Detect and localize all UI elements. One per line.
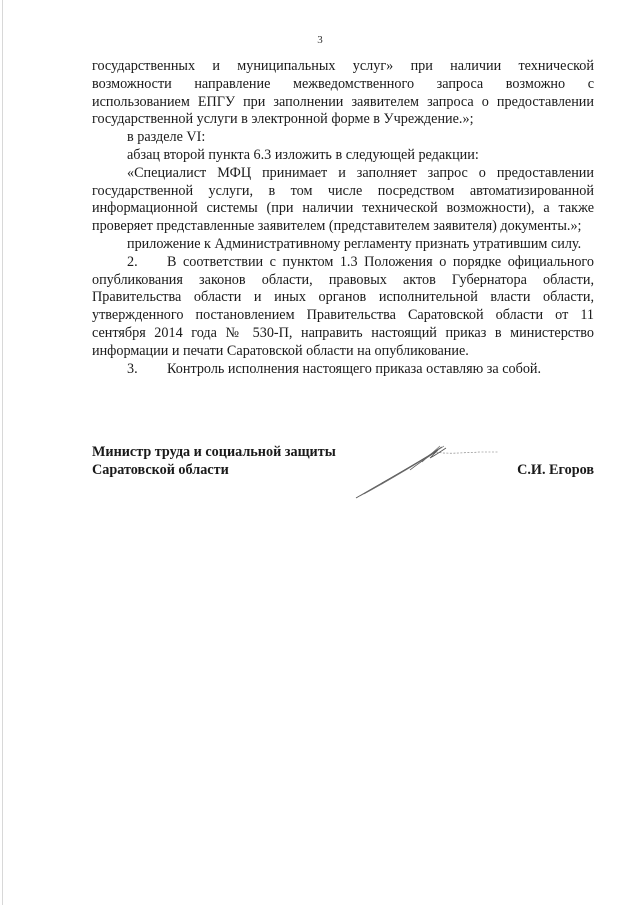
paragraph-continuation: государственных и муниципальных услуг» при наличии технической возможности направление межведомственного запроса возможно с использованием ЕПГУ при заполнении заявителем запроса о предоставлении государственной услуги в электронной форме в Учреждение.»; — [92, 58, 594, 128]
scan-edge — [2, 0, 3, 905]
numbered-item-2 — [92, 254, 594, 361]
numbered-item-3 — [92, 361, 594, 379]
paragraph-clause-6-3: абзац второй пункта 6.3 изложить в следующей редакции: — [127, 146, 479, 163]
handwritten-signature — [350, 440, 500, 505]
page-number: 3 — [317, 34, 323, 46]
item-number: 3. — [127, 360, 138, 377]
document-body — [92, 58, 594, 378]
paragraph-mfc-specialist: «Специалист МФЦ принимает и заполняет запрос о предоставлении государственной услуги, в том числе посредством автоматизированной информационной системы (при наличии технической возможности), а также проверяет представленные заявителем (представителем заявителя) документы.»; — [92, 164, 594, 235]
item-number: 2. — [127, 253, 138, 270]
paragraph-appendix: приложение к Административному регламенту признать утратившим силу. — [127, 235, 582, 252]
signatory-title: Министр труда и социальной защиты Саратовской области — [92, 444, 336, 478]
item-text: В соответствии с пунктом 1.3 Положения о порядке официального опубликования законов области, правовых актов Губернатора области, Правительства области и иных органов исполнительной власти области, утвержденного постановлением Правительства Саратовской области от 11 сентября 2014 года № 530-П, направить настоящий приказ в министерство информации и печати Саратовской области на опубликование. — [92, 253, 594, 359]
item-text: Контроль исполнения настоящего приказа оставляю за собой. — [167, 360, 542, 377]
signatory-name: С.И. Егоров — [517, 462, 594, 478]
paragraph-section-vi: в разделе VI: — [127, 129, 206, 146]
signature-block — [92, 443, 594, 513]
